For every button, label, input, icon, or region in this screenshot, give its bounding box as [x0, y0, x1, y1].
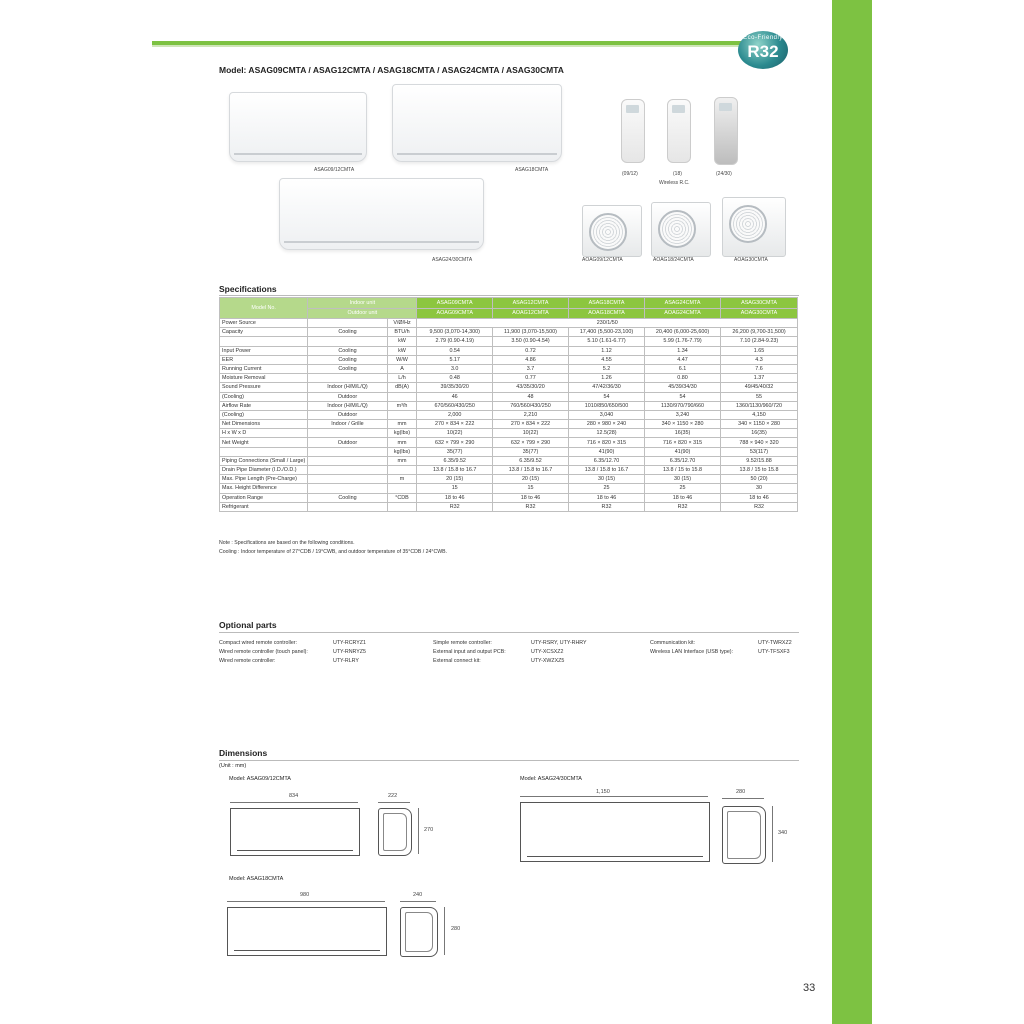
spec-cell: 7.10 (2.84-9.23): [721, 337, 798, 346]
spec-cell: 3.0: [417, 364, 493, 373]
spec-cell: [387, 392, 417, 401]
spec-cell: Max. Pipe Length (Pre-Charge): [220, 475, 308, 484]
spec-cell: 16(35): [721, 429, 798, 438]
spec-cell: 18 to 46: [645, 493, 721, 502]
spec-cell: 6.35/12.70: [645, 456, 721, 465]
spec-row: [220, 383, 798, 392]
spec-cell: 30 (15): [645, 475, 721, 484]
spec-cell: Outdoor: [308, 392, 387, 401]
part-number: UTY-RSRY, UTY-RHRY: [531, 640, 587, 646]
spec-cell: A: [387, 364, 417, 373]
specifications-rule: [219, 295, 799, 296]
spec-cell: 270 × 834 × 222: [493, 420, 569, 429]
outdoor-18-24-caption: AOAG18/24CMTA: [653, 257, 694, 263]
spec-cell: 39/35/30/20: [417, 383, 493, 392]
spec-cell: [308, 456, 387, 465]
spec-row: [220, 328, 798, 337]
spec-cell: 4.3: [721, 355, 798, 364]
spec-cell: 716 × 820 × 315: [645, 438, 721, 447]
spec-cell: Sound Pressure: [220, 383, 308, 392]
spec-cell: 10(22): [493, 429, 569, 438]
spec-row: [220, 355, 798, 364]
spec-cell: 5.2: [568, 364, 644, 373]
spec-cell: 280 × 980 × 240: [568, 420, 644, 429]
model-title: Model: ASAG09CMTA / ASAG12CMTA / ASAG18CMTA / ASAG24CMTA / ASAG30CMTA: [219, 65, 564, 75]
spec-cell: 50 (20): [721, 475, 798, 484]
spec-cell: Power Source: [220, 319, 308, 328]
side-color-bar: [832, 0, 872, 1024]
spec-cell: [387, 484, 417, 493]
remote-24-30-caption: (24/30): [716, 171, 732, 177]
outdoor-model-header: AOAG09CMTA: [417, 308, 493, 319]
width-dimension-line: [520, 796, 708, 797]
spec-cell: 632 × 799 × 290: [417, 438, 493, 447]
spec-row: [220, 493, 798, 502]
optional-part-item: [433, 657, 643, 666]
spec-cell: 0.48: [417, 374, 493, 383]
dimensions-unit: (Unit : mm): [219, 763, 247, 769]
depth-dimension-text: 240: [413, 892, 423, 898]
spec-cell: 13.8 / 15 to 15.8: [721, 466, 798, 475]
spec-cell: 13.8 / 15.8 to 16.7: [417, 466, 493, 475]
spec-row: [220, 475, 798, 484]
optional-part-item: [219, 639, 429, 648]
width-dimension-line: [227, 901, 385, 902]
part-name: Simple remote controller:: [433, 640, 492, 646]
optional-parts-column-2: [433, 639, 643, 666]
spec-cell: R32: [493, 502, 569, 511]
height-dimension-line: [772, 806, 773, 862]
optional-part-item: [219, 657, 429, 666]
spec-cell: Refrigerant: [220, 502, 308, 511]
spec-cell: 5.99 (1.76-7.79): [645, 337, 721, 346]
spec-cell: V/Ø/Hz: [387, 319, 417, 328]
spec-cell: 53(117): [721, 447, 798, 456]
height-dimension-text: 280: [451, 926, 461, 932]
spec-cell: mm: [387, 438, 417, 447]
page-number: 33: [803, 982, 816, 994]
part-number: UTY-XWZXZ5: [531, 658, 565, 664]
spec-cell: 10(22): [417, 429, 493, 438]
depth-dimension-line: [722, 798, 764, 799]
spec-cell: 4.47: [645, 355, 721, 364]
spec-row: [220, 438, 798, 447]
dimension-model-2-label: Model: ASAG24/30CMTA: [520, 776, 582, 782]
spec-cell: 760/560/430/250: [493, 401, 569, 410]
spec-cell: 0.54: [417, 346, 493, 355]
outdoor-model-header: AOAG18CMTA: [568, 308, 644, 319]
spec-cell: Running Current: [220, 364, 308, 373]
spec-cell: Cooling: [308, 364, 387, 373]
spec-cell: 1.34: [645, 346, 721, 355]
height-dimension-text: 270: [424, 827, 434, 833]
optional-parts-column-1: [219, 639, 429, 666]
height-dimension-text: 340: [778, 830, 788, 836]
spec-row: [220, 346, 798, 355]
spec-row: [220, 410, 798, 419]
spec-cell: Cooling: [308, 493, 387, 502]
spec-cell: 3,040: [568, 410, 644, 419]
spec-cell: 4.86: [493, 355, 569, 364]
indoor-model-header: ASAG24CMTA: [645, 298, 721, 309]
spec-cell: 35(77): [417, 447, 493, 456]
spec-cell: BTU/h: [387, 328, 417, 337]
spec-cell: [220, 447, 308, 456]
part-number: UTY-RLRY: [333, 658, 359, 664]
spec-cell: EER: [220, 355, 308, 364]
spec-cell: Outdoor: [308, 438, 387, 447]
spec-cell: 1.65: [721, 346, 798, 355]
spec-cell: 670/560/430/250: [417, 401, 493, 410]
depth-dimension-text: 280: [736, 789, 746, 795]
spec-cell: 0.72: [493, 346, 569, 355]
spec-cell: 0.80: [645, 374, 721, 383]
spec-cell: Input Power: [220, 346, 308, 355]
spec-cell: 49/45/40/32: [721, 383, 798, 392]
spec-cell: 9.52/15.88: [721, 456, 798, 465]
optional-part-item: [433, 648, 643, 657]
spec-cell: 16(35): [645, 429, 721, 438]
unit-front-view-2: [520, 802, 710, 862]
spec-cell: 4.55: [568, 355, 644, 364]
part-name: External input and output PCB:: [433, 649, 506, 655]
unit-side-view-2: [722, 806, 766, 864]
spec-cell: 18 to 46: [568, 493, 644, 502]
spec-cell: (Cooling): [220, 392, 308, 401]
spec-cell: 2,210: [493, 410, 569, 419]
spec-cell: 18 to 46: [493, 493, 569, 502]
spec-cell: 13.8 / 15.8 to 16.7: [493, 466, 569, 475]
dimension-model-1-label: Model: ASAG09/12CMTA: [229, 776, 291, 782]
spec-cell: R32: [721, 502, 798, 511]
spec-cell: mm: [387, 420, 417, 429]
spec-cell: 5.10 (1.61-6.77): [568, 337, 644, 346]
spec-cell: [387, 466, 417, 475]
optional-part-item: [219, 648, 429, 657]
spec-cell: 43/35/30/20: [493, 383, 569, 392]
spec-cell: kW: [387, 346, 417, 355]
spec-cell: m³/h: [387, 401, 417, 410]
spec-cell: Cooling: [308, 355, 387, 364]
spec-cell: 3,240: [645, 410, 721, 419]
outdoor-model-header: AOAG24CMTA: [645, 308, 721, 319]
spec-cell: Outdoor: [308, 410, 387, 419]
depth-dimension-line: [400, 901, 436, 902]
spec-cell: Indoor (H/M/L/Q): [308, 401, 387, 410]
specifications-table: [219, 297, 798, 512]
spec-cell: Operation Range: [220, 493, 308, 502]
spec-cell: 2,000: [417, 410, 493, 419]
spec-cell: 45/39/34/30: [645, 383, 721, 392]
spec-cell: 1010/850/650/500: [568, 401, 644, 410]
spec-cell: 12.5(28): [568, 429, 644, 438]
spec-cell: Cooling: [308, 328, 387, 337]
spec-cell: 13.8 / 15.8 to 16.7: [568, 466, 644, 475]
spec-cell: 54: [568, 392, 644, 401]
spec-cell: Indoor (H/M/L/Q): [308, 383, 387, 392]
part-name: Wired remote controller:: [219, 658, 276, 664]
badge-small-text: Eco-Friendly: [743, 35, 783, 41]
spec-cell: 25: [645, 484, 721, 493]
spec-cell: 9,500 (3,070-14,300): [417, 328, 493, 337]
spec-cell: Moisture Removal: [220, 374, 308, 383]
spec-cell: 18 to 46: [721, 493, 798, 502]
spec-cell: 41(90): [568, 447, 644, 456]
optional-parts-column-3: [650, 639, 800, 657]
spec-cell: 1130/970/790/660: [645, 401, 721, 410]
header-rule-shadow: [152, 45, 782, 47]
spec-cell: 788 × 940 × 320: [721, 438, 798, 447]
outdoor-unit-30-image: [722, 197, 786, 257]
spec-cell: 55: [721, 392, 798, 401]
remote-caption-label: Wireless R.C.: [659, 180, 690, 186]
indoor-unit-24-30-caption: ASAG24/30CMTA: [432, 257, 473, 263]
spec-cell: [308, 466, 387, 475]
spec-cell: 30: [721, 484, 798, 493]
spec-note-1: Note : Specifications are based on the following conditions.: [219, 540, 355, 546]
spec-cell: [308, 475, 387, 484]
optional-parts-rule: [219, 632, 799, 633]
spec-cell: R32: [568, 502, 644, 511]
indoor-model-header: ASAG09CMTA: [417, 298, 493, 309]
indoor-unit-18-image: [392, 84, 562, 162]
unit-side-view-1: [378, 808, 412, 856]
spec-cell: R32: [417, 502, 493, 511]
badge-big-text: R32: [747, 42, 779, 61]
spec-row: [220, 456, 798, 465]
spec-row: [220, 337, 798, 346]
spec-cell: 17,400 (5,500-23,100): [568, 328, 644, 337]
spec-cell: 48: [493, 392, 569, 401]
spec-row: [220, 401, 798, 410]
depth-dimension-text: 222: [388, 793, 398, 799]
part-number: UTY-RNRYZ5: [333, 649, 366, 655]
spec-cell: [308, 337, 387, 346]
spec-cell: Drain Pipe Diameter (I.D./O.D.): [220, 466, 308, 475]
indoor-model-header: ASAG12CMTA: [493, 298, 569, 309]
outdoor-model-header: AOAG30CMTA: [721, 308, 798, 319]
outdoor-09-12-caption: AOAG09/12CMTA: [582, 257, 623, 263]
spec-cell: Net Dimensions: [220, 420, 308, 429]
spec-cell: 15: [493, 484, 569, 493]
spec-row: [220, 364, 798, 373]
spec-cell: 47/42/36/30: [568, 383, 644, 392]
spec-cell: 4,150: [721, 410, 798, 419]
part-name: Compact wired remote controller:: [219, 640, 298, 646]
spec-row: [220, 319, 798, 328]
spec-cell: 35(77): [493, 447, 569, 456]
spec-cell: [308, 502, 387, 511]
spec-row: [220, 466, 798, 475]
outdoor-model-header: AOAG12CMTA: [493, 308, 569, 319]
optional-part-item: [650, 648, 800, 657]
dimension-model-3-label: Model: ASAG18CMTA: [229, 876, 284, 882]
spec-cell: 270 × 834 × 222: [417, 420, 493, 429]
spec-cell: 230/1/50: [417, 319, 798, 328]
part-number: UTY-XCSXZ2: [531, 649, 564, 655]
spec-cell: kg(lbs): [387, 447, 417, 456]
spec-cell: [220, 337, 308, 346]
part-number: UTY-TWRXZ2: [758, 640, 792, 646]
part-number: UTY-TFSXF3: [758, 649, 790, 655]
indoor-model-header: ASAG18CMTA: [568, 298, 644, 309]
indoor-unit-24-30-image: [279, 178, 484, 250]
spec-cell: Airflow Rate: [220, 401, 308, 410]
remote-control-24-30-image: [714, 97, 738, 165]
spec-cell: 15: [417, 484, 493, 493]
spec-cell: m: [387, 475, 417, 484]
spec-cell: Capacity: [220, 328, 308, 337]
spec-cell: 0.77: [493, 374, 569, 383]
spec-cell: 46: [417, 392, 493, 401]
dimensions-rule: [219, 760, 799, 761]
spec-cell: 54: [645, 392, 721, 401]
spec-row: [220, 484, 798, 493]
spec-cell: Net Weight: [220, 438, 308, 447]
remote-18-caption: (18): [673, 171, 682, 177]
spec-cell: 1.37: [721, 374, 798, 383]
spec-cell: R32: [645, 502, 721, 511]
spec-cell: 20,400 (6,000-25,600): [645, 328, 721, 337]
part-number: UTY-RCRYZ1: [333, 640, 366, 646]
spec-cell: [308, 429, 387, 438]
unit-front-view-1: [230, 808, 360, 856]
depth-dimension-line: [378, 802, 410, 803]
spec-cell: L/h: [387, 374, 417, 383]
spec-row: [220, 392, 798, 401]
spec-cell: 340 × 1150 × 280: [721, 420, 798, 429]
width-dimension-line: [230, 802, 358, 803]
outdoor-unit-09-12-image: [582, 205, 642, 257]
spec-cell: kW: [387, 337, 417, 346]
spec-note-2: Cooling : Indoor temperature of 27°CDB / 19°CWB, and outdoor temperature of 35°CDB / 24°CWB.: [219, 549, 448, 555]
spec-cell: 1.26: [568, 374, 644, 383]
spec-cell: 20 (15): [493, 475, 569, 484]
spec-cell: Indoor / Grille: [308, 420, 387, 429]
spec-row: [220, 447, 798, 456]
spec-cell: 716 × 820 × 315: [568, 438, 644, 447]
spec-cell: 41(90): [645, 447, 721, 456]
spec-header-indoor: [220, 298, 798, 309]
part-name: Communication kit:: [650, 640, 696, 646]
model-no-header: Model No.: [220, 298, 308, 319]
spec-cell: [308, 374, 387, 383]
indoor-unit-header: Indoor unit: [308, 298, 417, 309]
width-dimension-text: 980: [300, 892, 310, 898]
indoor-model-header: ASAG30CMTA: [721, 298, 798, 309]
spec-cell: mm: [387, 456, 417, 465]
spec-cell: Max. Height Difference: [220, 484, 308, 493]
spec-cell: 3.7: [493, 364, 569, 373]
spec-cell: 6.35/12.70: [568, 456, 644, 465]
height-dimension-line: [418, 808, 419, 854]
spec-cell: 1.12: [568, 346, 644, 355]
r32-badge: [738, 31, 788, 69]
spec-row: [220, 429, 798, 438]
unit-side-view-3: [400, 907, 438, 957]
outdoor-unit-header: Outdoor unit: [308, 308, 417, 319]
optional-part-item: [650, 639, 800, 648]
spec-cell: dB(A): [387, 383, 417, 392]
spec-cell: 6.1: [645, 364, 721, 373]
spec-cell: 26,200 (9,700-31,500): [721, 328, 798, 337]
spec-cell: °CDB: [387, 493, 417, 502]
width-dimension-text: 834: [289, 793, 299, 799]
spec-cell: 13.8 / 15 to 15.8: [645, 466, 721, 475]
spec-cell: W/W: [387, 355, 417, 364]
spec-cell: 632 × 799 × 290: [493, 438, 569, 447]
dimensions-title: Dimensions: [219, 748, 268, 758]
indoor-unit-09-12-caption: ASAG09/12CMTA: [314, 167, 355, 173]
spec-cell: Piping Connections (Small / Large): [220, 456, 308, 465]
spec-cell: 6.35/9.52: [493, 456, 569, 465]
optional-part-item: [433, 639, 643, 648]
outdoor-unit-18-24-image: [651, 202, 711, 257]
spec-cell: 18 to 46: [417, 493, 493, 502]
spec-cell: 340 × 1150 × 280: [645, 420, 721, 429]
spec-cell: [308, 319, 387, 328]
spec-cell: 2.79 (0.90-4.19): [417, 337, 493, 346]
spec-cell: H x W x D: [220, 429, 308, 438]
spec-cell: 25: [568, 484, 644, 493]
spec-cell: [308, 484, 387, 493]
width-dimension-text: 1,150: [596, 789, 610, 795]
spec-cell: 3.50 (0.90-4.54): [493, 337, 569, 346]
spec-cell: 5.17: [417, 355, 493, 364]
spec-row: [220, 374, 798, 383]
spec-row: [220, 420, 798, 429]
spec-cell: kg(lbs): [387, 429, 417, 438]
part-name: External connect kit:: [433, 658, 481, 664]
spec-cell: 1360/1130/960/720: [721, 401, 798, 410]
spec-cell: 11,900 (3,070-15,500): [493, 328, 569, 337]
outdoor-30-caption: AOAG30CMTA: [734, 257, 768, 263]
spec-cell: Cooling: [308, 346, 387, 355]
spec-row: [220, 502, 798, 511]
remote-09-12-caption: (09/12): [622, 171, 638, 177]
optional-parts-title: Optional parts: [219, 620, 277, 630]
spec-cell: 20 (15): [417, 475, 493, 484]
spec-cell: [387, 502, 417, 511]
height-dimension-line: [444, 907, 445, 955]
part-name: Wired remote controller (touch panel):: [219, 649, 308, 655]
spec-cell: (Cooling): [220, 410, 308, 419]
remote-control-09-12-image: [621, 99, 645, 163]
spec-cell: 6.35/9.52: [417, 456, 493, 465]
spec-cell: 30 (15): [568, 475, 644, 484]
indoor-unit-18-caption: ASAG18CMTA: [515, 167, 549, 173]
spec-cell: 7.6: [721, 364, 798, 373]
indoor-unit-09-12-image: [229, 92, 367, 162]
remote-control-18-image: [667, 99, 691, 163]
spec-cell: [308, 447, 387, 456]
part-name: Wireless LAN Interface (USB type):: [650, 649, 734, 655]
spec-cell: [387, 410, 417, 419]
specifications-title: Specifications: [219, 284, 277, 294]
unit-front-view-3: [227, 907, 387, 956]
